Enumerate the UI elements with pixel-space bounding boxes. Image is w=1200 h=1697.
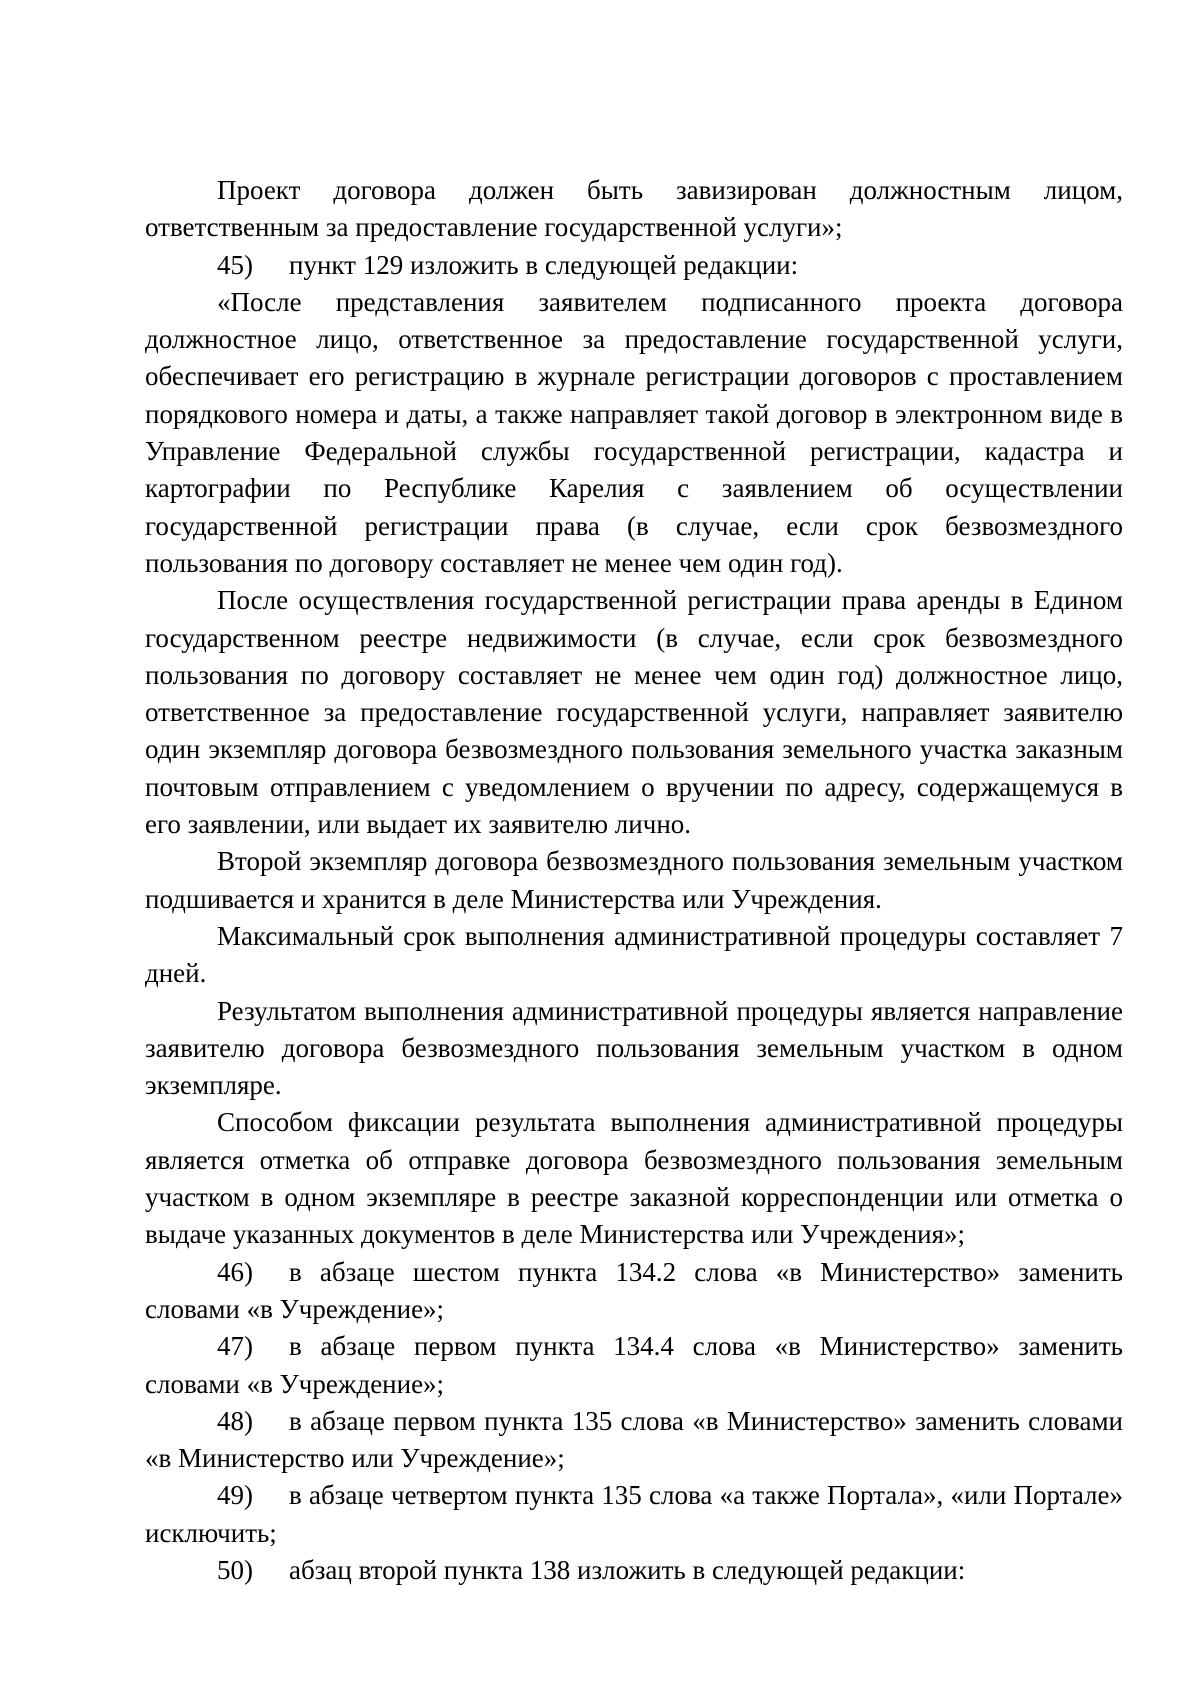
list-item-48 xyxy=(145,1403,1123,1478)
item-number: 50) xyxy=(217,1554,253,1585)
paragraph-contract-visa: Проект договора должен быть завизирован должностным лицом, ответственным за предоставление государственной услуги»; xyxy=(145,175,1123,243)
item-text: в абзаце четвертом пункта 135 слова «а также Портала», «или Портале» исключить; xyxy=(145,1480,1123,1548)
document-body xyxy=(145,172,1123,1589)
item-number: 46) xyxy=(217,1256,253,1287)
item-number: 48) xyxy=(217,1405,253,1436)
paragraph-max-term: Максимальный срок выполнения административной процедуры составляет 7 дней. xyxy=(145,920,1123,989)
list-item-49 xyxy=(145,1477,1123,1552)
list-item-46 xyxy=(145,1254,1123,1329)
item-text: в абзаце шестом пункта 134.2 слова «в Министерство» заменить словами «в Учреждение»; xyxy=(145,1256,1123,1324)
item-number: 47) xyxy=(217,1331,253,1362)
item-number: 49) xyxy=(217,1480,253,1511)
paragraph-second-copy: Второй экземпляр договора безвозмездного пользования земельным участком подшивается и хранится в деле Министерства или Учреждения. xyxy=(145,846,1123,914)
item-text: в абзаце первом пункта 134.4 слова «в Министерство» заменить словами «в Учреждение»; xyxy=(145,1331,1123,1399)
paragraph-fixation: Способом фиксации результата выполнения административной процедуры является отметка об отправке договора безвозмездного пользования земельным участком в одном экземпляре в реестре заказной корреспонденции или отметка о выдаче указанных документов в деле Министерства или Учреждения»; xyxy=(145,1107,1123,1250)
paragraph-result: Результатом выполнения административной процедуры является направление заявителю договора безвозмездного пользования земельным участком в одном экземпляре. xyxy=(145,995,1123,1101)
paragraph-registration: «После представления заявителем подписанного проекта договора должностное лицо, ответственное за предоставление государственной услуги, обеспечивает его регистрацию в журнале регистрации договоров с проставлением порядкового номера и даты, а также направляет такой договор в электронном виде в Управление Федеральной службы государственной регистрации, кадастра и картографии по Республике Карелия с заявлением об осуществлении государственной регистрации права (в случае, если срок безвозмездного пользования по договору составляет не менее чем один год). xyxy=(145,286,1123,578)
list-item-50 xyxy=(145,1552,1123,1589)
list-item-47 xyxy=(145,1328,1123,1403)
list-item-45 xyxy=(145,247,1123,284)
item-text: абзац второй пункта 138 изложить в следующей редакции: xyxy=(289,1554,966,1585)
paragraph-after-registration: После осуществления государственной регистрации права аренды в Едином государственном реестре недвижимости (в случае, если срок безвозмездного пользования по договору составляет не менее чем один год) должностное лицо, ответственное за предоставление государственной услуги, направляет заявителю один экземпляр договора безвозмездного пользования земельного участка заказным почтовым отправлением с уведомлением о вручении по адресу, содержащемуся в его заявлении, или выдает их заявителю лично. xyxy=(145,585,1123,840)
item-number: 45) xyxy=(217,249,253,280)
item-text: в абзаце первом пункта 135 слова «в Министерство» заменить словами «в Министерство или Учреждение»; xyxy=(145,1405,1123,1474)
item-text: пункт 129 изложить в следующей редакции: xyxy=(289,249,799,280)
